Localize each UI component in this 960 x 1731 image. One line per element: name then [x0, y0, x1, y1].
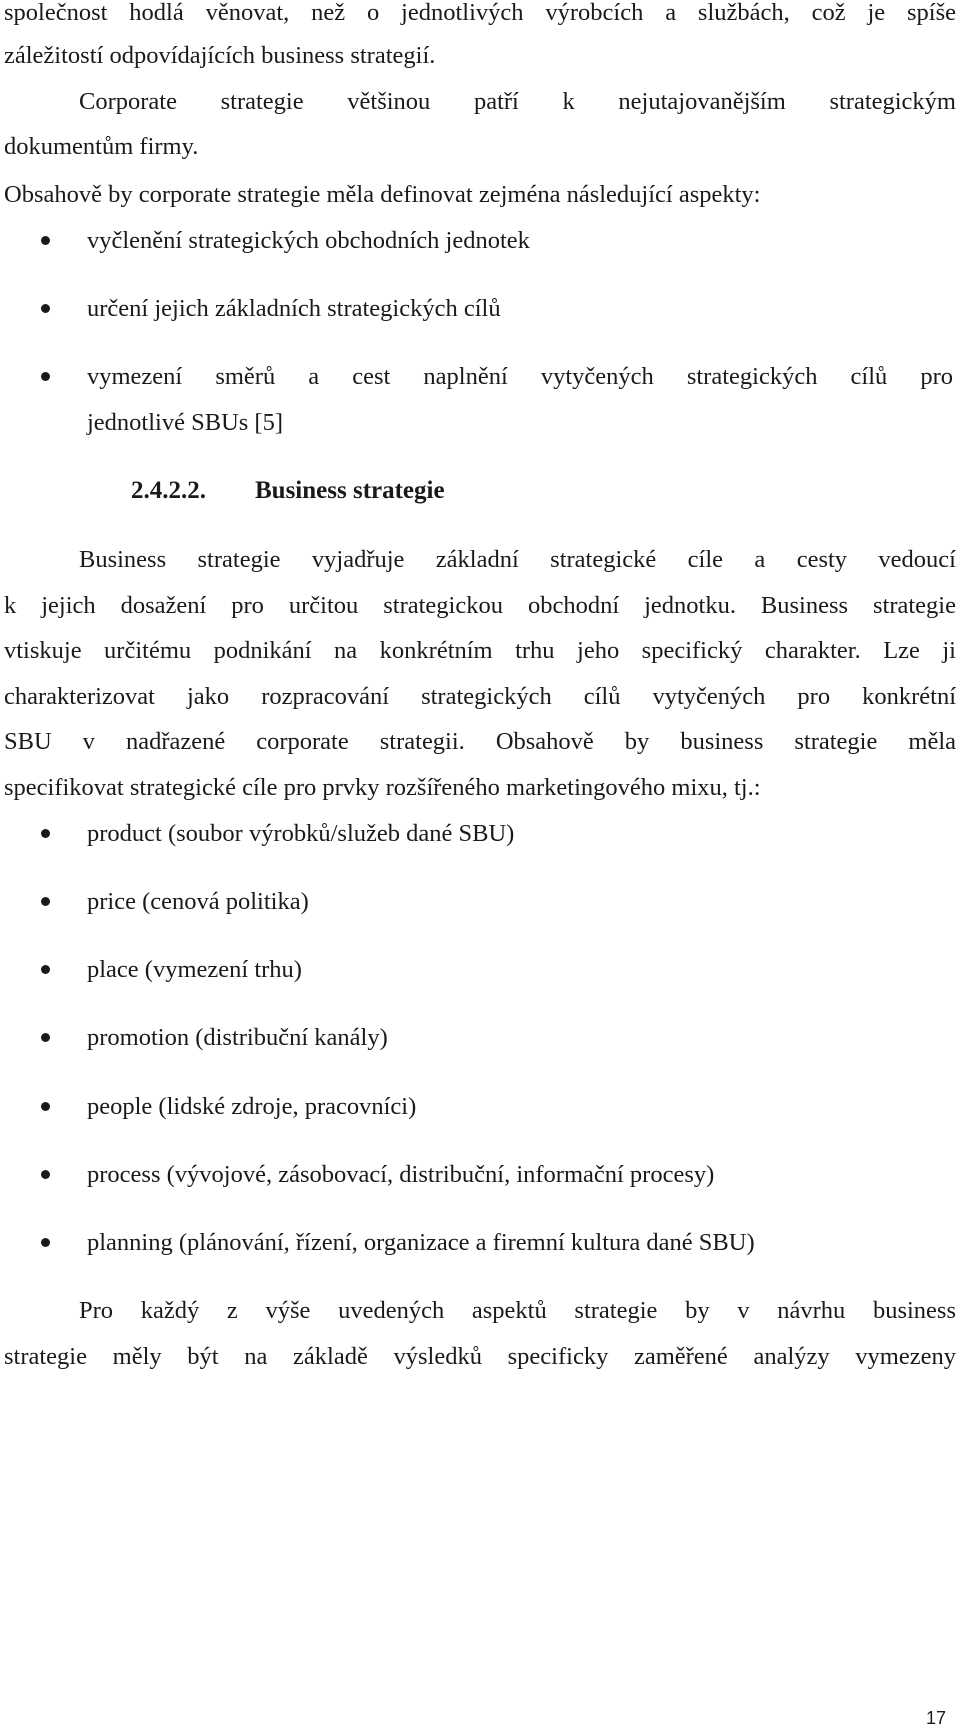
paragraph-line: Business strategie vyjadřuje základní strategické cíle a cesty vedoucí — [79, 546, 956, 573]
paragraph-line: Corporate strategie většinou patří k nejutajovanějším strategickým — [79, 88, 956, 115]
bullet-icon — [41, 1033, 50, 1042]
paragraph-line: Pro každý z výše uvedených aspektů strategie by v návrhu business — [79, 1297, 956, 1324]
paragraph-line: Obsahově by corporate strategie měla definovat zejména následující aspekty: — [4, 181, 761, 208]
list-item — [0, 294, 960, 324]
page-number: 17 — [925, 1708, 946, 1728]
list-item-continuation — [0, 408, 960, 438]
bullet-icon — [41, 1170, 50, 1179]
list-item-text: určení jejich základních strategických cílů — [87, 295, 501, 322]
list-item-text: people (lidské zdroje, pracovníci) — [87, 1093, 417, 1120]
list-item — [0, 1228, 960, 1258]
paragraph-line: SBU v nadřazené corporate strategii. Obsahově by business strategie měla — [4, 728, 956, 755]
list-item-text: vymezení směrů a cest naplnění vytyčených strategických cílů pro — [87, 363, 953, 390]
list-item-text: process (vývojové, zásobovací, distribuční, informační procesy) — [87, 1161, 715, 1188]
paragraph-line: specifikovat strategické cíle pro prvky rozšířeného marketingového mixu, tj.: — [4, 774, 761, 801]
bullet-icon — [41, 372, 50, 381]
bullet-icon — [41, 304, 50, 313]
paragraph-line: charakterizovat jako rozpracování strategických cílů vytyčených pro konkrétní — [4, 683, 956, 710]
bullet-icon — [41, 829, 50, 838]
paragraph-line: k jejich dosažení pro určitou strategickou obchodní jednotku. Business strategie — [4, 592, 956, 619]
section-number: 2.4.2.2. — [131, 477, 206, 504]
list-item-text: product (soubor výrobků/služeb dané SBU) — [87, 820, 515, 847]
bullet-icon — [41, 1102, 50, 1111]
list-item — [0, 1092, 960, 1122]
paragraph-line: strategie měly být na základě výsledků specificky zaměřené analýzy vymezeny — [4, 1343, 956, 1370]
paragraph-line: vtiskuje určitému podnikání na konkrétním trhu jeho specifický charakter. Lze ji — [4, 637, 956, 664]
list-item — [0, 955, 960, 985]
bullet-icon — [41, 965, 50, 974]
list-item-text: promotion (distribuční kanály) — [87, 1024, 388, 1051]
paragraph-line: společnost hodlá věnovat, než o jednotlivých výrobcích a službách, což je spíše — [4, 0, 956, 26]
list-item — [0, 819, 960, 849]
bullet-icon — [41, 1238, 50, 1247]
bullet-icon — [41, 236, 50, 245]
list-item-text: jednotlivé SBUs [5] — [87, 409, 283, 436]
list-item-text: planning (plánování, řízení, organizace a firemní kultura dané SBU) — [87, 1229, 755, 1256]
bullet-icon — [41, 897, 50, 906]
section-title: Business strategie — [255, 477, 445, 504]
list-item — [0, 887, 960, 917]
list-item — [0, 1160, 960, 1190]
list-item-text: place (vymezení trhu) — [87, 956, 302, 983]
list-item-text: price (cenová politika) — [87, 888, 309, 915]
paragraph-line: záležitostí odpovídajících business strategií. — [4, 42, 436, 69]
list-item-text: vyčlenění strategických obchodních jednotek — [87, 227, 530, 254]
list-item — [0, 1023, 960, 1053]
list-item — [0, 226, 960, 256]
list-item — [0, 362, 960, 392]
section-heading — [131, 476, 445, 506]
paragraph-line: dokumentům firmy. — [4, 133, 199, 160]
